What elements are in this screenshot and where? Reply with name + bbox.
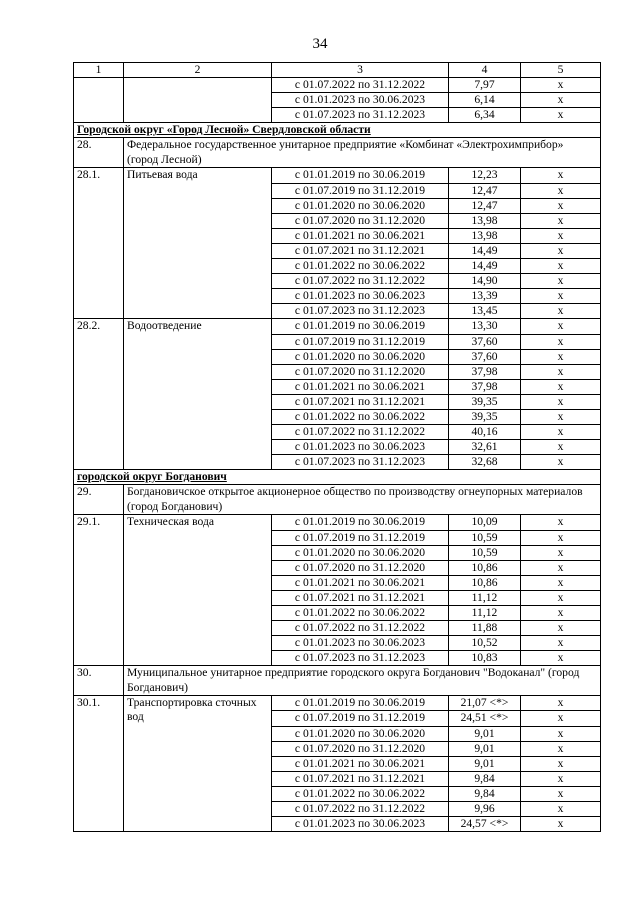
tariff-value: 7,97 <box>449 78 521 93</box>
period-cell: с 01.07.2023 по 31.12.2023 <box>272 455 449 470</box>
period-cell: с 01.01.2021 по 30.06.2021 <box>272 379 449 394</box>
period-cell: с 01.01.2023 по 30.06.2023 <box>272 440 449 455</box>
period-cell: с 01.07.2022 по 31.12.2022 <box>272 78 449 93</box>
period-cell: с 01.07.2021 по 31.12.2021 <box>272 771 449 786</box>
period-cell: с 01.01.2019 по 30.06.2019 <box>272 319 449 334</box>
mark-cell: х <box>521 409 601 424</box>
tariff-value: 10,09 <box>449 515 521 530</box>
tariff-value: 13,98 <box>449 213 521 228</box>
tariff-value: 11,12 <box>449 590 521 605</box>
tariff-value: 9,84 <box>449 786 521 801</box>
table-row <box>74 319 601 334</box>
mark-cell: х <box>521 817 601 832</box>
tariff-value: 10,83 <box>449 651 521 666</box>
period-cell: с 01.01.2021 по 30.06.2021 <box>272 228 449 243</box>
period-cell: с 01.01.2022 по 30.06.2022 <box>272 606 449 621</box>
period-cell: с 01.01.2019 по 30.06.2019 <box>272 515 449 530</box>
period-cell: с 01.01.2022 по 30.06.2022 <box>272 259 449 274</box>
header-row <box>74 63 601 78</box>
mark-cell: х <box>521 711 601 726</box>
tariff-value: 37,98 <box>449 379 521 394</box>
period-cell: с 01.07.2022 по 31.12.2022 <box>272 802 449 817</box>
table-row <box>74 78 601 93</box>
period-cell: с 01.07.2022 по 31.12.2022 <box>272 621 449 636</box>
period-cell: с 01.07.2020 по 31.12.2020 <box>272 213 449 228</box>
tariff-value: 9,01 <box>449 741 521 756</box>
tariff-value: 40,16 <box>449 425 521 440</box>
period-cell: с 01.07.2020 по 31.12.2020 <box>272 560 449 575</box>
service-number: 28.2. <box>74 319 124 470</box>
mark-cell: х <box>521 651 601 666</box>
service-number: 28.1. <box>74 168 124 319</box>
period-cell: с 01.07.2019 по 31.12.2019 <box>272 711 449 726</box>
mark-cell: х <box>521 590 601 605</box>
period-cell: с 01.07.2023 по 31.12.2023 <box>272 651 449 666</box>
tariff-value: 39,35 <box>449 409 521 424</box>
mark-cell: х <box>521 364 601 379</box>
org-name: Федеральное государственное унитарное предприятие «Комбинат «Электрохимприбор» (город Лесной) <box>124 138 601 168</box>
org-name: Муниципальное унитарное предприятие городского округа Богданович "Водоканал" (город Богданович) <box>124 666 601 696</box>
period-cell: с 01.01.2023 по 30.06.2023 <box>272 817 449 832</box>
org-number: 30. <box>74 666 124 696</box>
period-cell: с 01.07.2021 по 31.12.2021 <box>272 394 449 409</box>
mark-cell: х <box>521 78 601 93</box>
section-row <box>74 470 601 485</box>
mark-cell: х <box>521 756 601 771</box>
tariff-value: 10,86 <box>449 560 521 575</box>
period-cell: с 01.01.2020 по 30.06.2020 <box>272 349 449 364</box>
mark-cell: х <box>521 786 601 801</box>
tariff-value: 14,49 <box>449 243 521 258</box>
period-cell: с 01.01.2023 по 30.06.2023 <box>272 636 449 651</box>
org-row <box>74 485 601 515</box>
tariff-value: 11,12 <box>449 606 521 621</box>
tariff-value: 9,01 <box>449 756 521 771</box>
tariff-value: 39,35 <box>449 394 521 409</box>
mark-cell: х <box>521 560 601 575</box>
period-cell: с 01.01.2020 по 30.06.2020 <box>272 198 449 213</box>
mark-cell: х <box>521 741 601 756</box>
mark-cell: х <box>521 621 601 636</box>
tariff-value: 9,01 <box>449 726 521 741</box>
section-title: Городской округ «Город Лесной» Свердловской области <box>74 123 601 138</box>
tariff-value: 13,30 <box>449 319 521 334</box>
tariff-value: 10,52 <box>449 636 521 651</box>
tariff-value: 6,34 <box>449 108 521 123</box>
tariff-value: 37,98 <box>449 364 521 379</box>
service-cell <box>124 78 272 123</box>
header-cell: 5 <box>521 63 601 78</box>
header-cell: 4 <box>449 63 521 78</box>
period-cell: с 01.07.2023 по 31.12.2023 <box>272 304 449 319</box>
table-row <box>74 168 601 183</box>
tariff-value: 24,57 <*> <box>449 817 521 832</box>
period-cell: с 01.01.2021 по 30.06.2021 <box>272 575 449 590</box>
service-number: 29.1. <box>74 515 124 666</box>
tariff-value: 24,51 <*> <box>449 711 521 726</box>
period-cell: с 01.01.2023 по 30.06.2023 <box>272 289 449 304</box>
header-cell: 3 <box>272 63 449 78</box>
service-name: Транспортировка сточных вод <box>124 696 272 832</box>
mark-cell: х <box>521 455 601 470</box>
tariff-value: 37,60 <box>449 334 521 349</box>
mark-cell: х <box>521 379 601 394</box>
mark-cell: х <box>521 274 601 289</box>
tariff-value: 6,14 <box>449 93 521 108</box>
tariff-value: 9,84 <box>449 771 521 786</box>
period-cell: с 01.07.2023 по 31.12.2023 <box>272 108 449 123</box>
mark-cell: х <box>521 636 601 651</box>
tariff-value: 11,88 <box>449 621 521 636</box>
tariff-value: 14,49 <box>449 259 521 274</box>
table-row <box>74 696 601 711</box>
period-cell: с 01.01.2022 по 30.06.2022 <box>272 409 449 424</box>
mark-cell: х <box>521 771 601 786</box>
period-cell: с 01.07.2021 по 31.12.2021 <box>272 243 449 258</box>
tariff-value: 37,60 <box>449 349 521 364</box>
header-cell: 2 <box>124 63 272 78</box>
header-cell: 1 <box>74 63 124 78</box>
period-cell: с 01.01.2020 по 30.06.2020 <box>272 545 449 560</box>
mark-cell: х <box>521 289 601 304</box>
tariff-value: 12,47 <box>449 198 521 213</box>
mark-cell: х <box>521 394 601 409</box>
mark-cell: х <box>521 575 601 590</box>
tariff-value: 9,96 <box>449 802 521 817</box>
tariff-value: 12,23 <box>449 168 521 183</box>
mark-cell: х <box>521 440 601 455</box>
mark-cell: х <box>521 530 601 545</box>
mark-cell: х <box>521 93 601 108</box>
mark-cell: х <box>521 168 601 183</box>
period-cell: с 01.07.2021 по 31.12.2021 <box>272 590 449 605</box>
tariff-value: 32,68 <box>449 455 521 470</box>
mark-cell: х <box>521 183 601 198</box>
mark-cell: х <box>521 198 601 213</box>
service-name: Техническая вода <box>124 515 272 666</box>
mark-cell: х <box>521 515 601 530</box>
mark-cell: х <box>521 802 601 817</box>
period-cell: с 01.07.2019 по 31.12.2019 <box>272 183 449 198</box>
tariff-value: 10,59 <box>449 545 521 560</box>
tariff-value: 13,39 <box>449 289 521 304</box>
mark-cell: х <box>521 259 601 274</box>
tariff-table <box>73 62 601 832</box>
org-number: 29. <box>74 485 124 515</box>
tariff-value: 10,59 <box>449 530 521 545</box>
mark-cell: х <box>521 606 601 621</box>
mark-cell: х <box>521 319 601 334</box>
mark-cell: х <box>521 213 601 228</box>
period-cell: с 01.01.2020 по 30.06.2020 <box>272 726 449 741</box>
tariff-value: 12,47 <box>449 183 521 198</box>
service-name: Водоотведение <box>124 319 272 470</box>
service-name: Питьевая вода <box>124 168 272 319</box>
tariff-value: 32,61 <box>449 440 521 455</box>
period-cell: с 01.01.2019 по 30.06.2019 <box>272 168 449 183</box>
mark-cell: х <box>521 228 601 243</box>
tariff-value: 10,86 <box>449 575 521 590</box>
mark-cell: х <box>521 108 601 123</box>
page-number: 34 <box>312 36 328 52</box>
tariff-value: 13,45 <box>449 304 521 319</box>
mark-cell: х <box>521 726 601 741</box>
tariff-value: 13,98 <box>449 228 521 243</box>
section-title: городской округ Богданович <box>74 470 601 485</box>
period-cell: с 01.07.2022 по 31.12.2022 <box>272 274 449 289</box>
org-number: 28. <box>74 138 124 168</box>
period-cell: с 01.07.2020 по 31.12.2020 <box>272 364 449 379</box>
period-cell: с 01.07.2019 по 31.12.2019 <box>272 530 449 545</box>
mark-cell: х <box>521 349 601 364</box>
org-name: Богдановичское открытое акционерное общество по производству огнеупорных материалов (город Богданович) <box>124 485 601 515</box>
tariff-value: 21,07 <*> <box>449 696 521 711</box>
mark-cell: х <box>521 243 601 258</box>
org-row <box>74 138 601 168</box>
section-row <box>74 123 601 138</box>
period-cell: с 01.07.2019 по 31.12.2019 <box>272 334 449 349</box>
period-cell: с 01.01.2022 по 30.06.2022 <box>272 786 449 801</box>
mark-cell: х <box>521 425 601 440</box>
tariff-value: 14,90 <box>449 274 521 289</box>
org-row <box>74 666 601 696</box>
mark-cell: х <box>521 304 601 319</box>
num-cell <box>74 78 124 123</box>
mark-cell: х <box>521 696 601 711</box>
period-cell: с 01.07.2020 по 31.12.2020 <box>272 741 449 756</box>
mark-cell: х <box>521 545 601 560</box>
period-cell: с 01.01.2019 по 30.06.2019 <box>272 696 449 711</box>
table-row <box>74 515 601 530</box>
mark-cell: х <box>521 334 601 349</box>
period-cell: с 01.07.2022 по 31.12.2022 <box>272 425 449 440</box>
service-number: 30.1. <box>74 696 124 832</box>
period-cell: с 01.01.2023 по 30.06.2023 <box>272 93 449 108</box>
period-cell: с 01.01.2021 по 30.06.2021 <box>272 756 449 771</box>
